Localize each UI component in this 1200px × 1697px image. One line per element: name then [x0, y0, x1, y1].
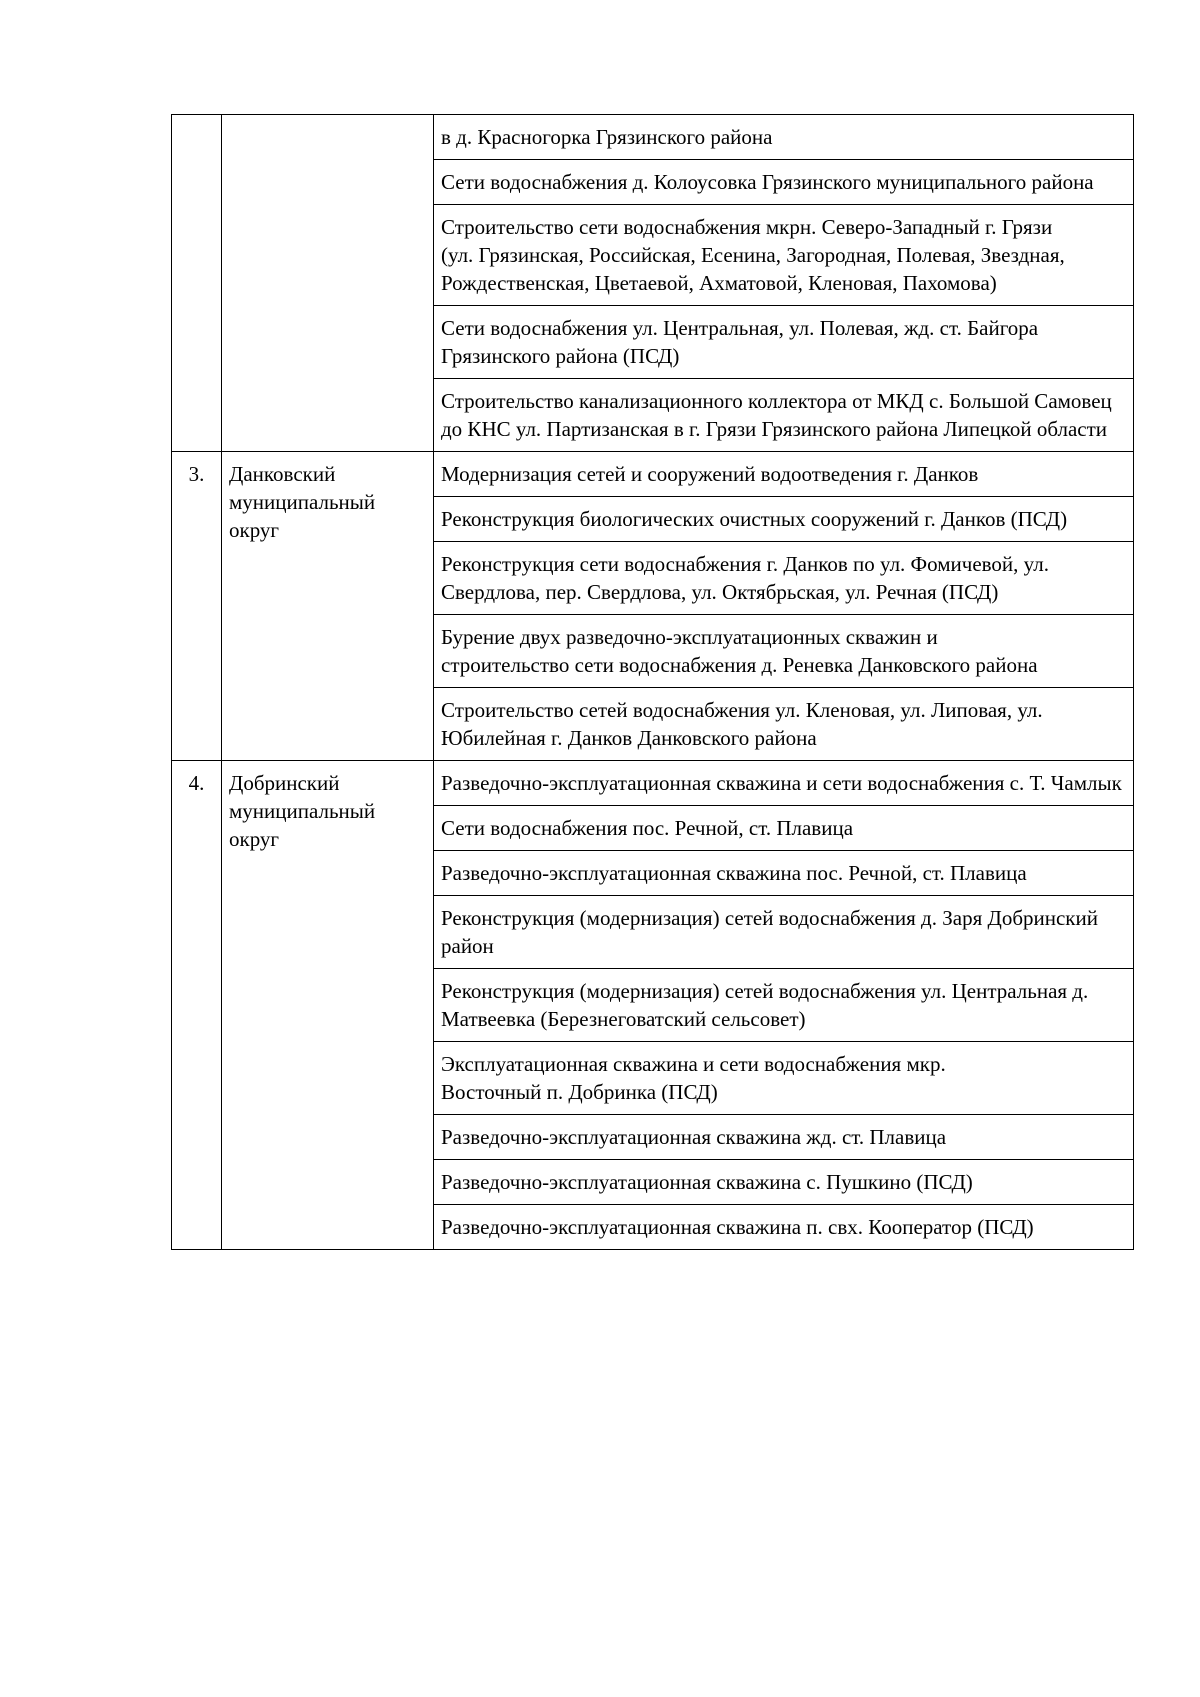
table-row: [172, 452, 1134, 497]
project-text: Разведочно-эксплуатационная скважина жд. ст. Плавица: [441, 1125, 947, 1149]
project-cell: [434, 1042, 1134, 1115]
project-cell: [434, 806, 1134, 851]
table-row: [172, 761, 1134, 806]
project-cell: [434, 761, 1134, 806]
project-text: Сети водоснабжения д. Колоусовка Грязинского муниципального района: [441, 170, 1094, 194]
project-text: Сети водоснабжения ул. Центральная, ул. Полевая, жд. ст. Байгора Грязинского района (ПСД): [441, 316, 1039, 368]
project-text: Реконструкция сети водоснабжения г. Данков по ул. Фомичевой, ул. Свердлова, пер. Свердлова, ул. Октябрьская, ул. Речная (ПСД): [441, 552, 1049, 604]
project-text: Реконструкция (модернизация) сетей водоснабжения ул. Центральная д. Матвеевка (Березнеговатский сельсовет): [441, 979, 1089, 1031]
project-cell: [434, 160, 1134, 205]
project-text: Разведочно-эксплуатационная скважина с. Пушкино (ПСД): [441, 1170, 973, 1194]
project-cell: [434, 851, 1134, 896]
project-cell: [434, 497, 1134, 542]
project-text: Разведочно-эксплуатационная скважина пос. Речной, ст. Плавица: [441, 861, 1027, 885]
project-cell: [434, 1160, 1134, 1205]
project-cell: [434, 688, 1134, 761]
district-cell: Данковский муниципальный округ: [222, 452, 434, 761]
project-cell: [434, 306, 1134, 379]
project-cell: [434, 1115, 1134, 1160]
project-text: Разведочно-эксплуатационная скважина п. свх. Кооператор (ПСД): [441, 1215, 1034, 1239]
project-text: Строительство сетей водоснабжения ул. Кленовая, ул. Липовая, ул. Юбилейная г. Данков Данковского района: [441, 698, 1043, 750]
project-cell: [434, 205, 1134, 306]
project-text: Модернизация сетей и сооружений водоотведения г. Данков: [441, 462, 979, 486]
district-cell: Добринский муниципальный округ: [222, 761, 434, 1250]
table-row: [172, 115, 1134, 160]
project-text: Реконструкция биологических очистных сооружений г. Данков (ПСД): [441, 507, 1068, 531]
row-number-cell: 4.: [172, 761, 222, 1250]
project-cell: [434, 1205, 1134, 1250]
project-cell: [434, 542, 1134, 615]
projects-table: [171, 114, 1134, 1250]
project-text: Эксплуатационная скважина и сети водоснабжения мкр. Восточный п. Добринка (ПСД): [441, 1052, 946, 1104]
project-cell: [434, 896, 1134, 969]
project-cell: [434, 615, 1134, 688]
project-text: в д. Красногорка Грязинского района: [441, 125, 773, 149]
district-cell: [222, 115, 434, 452]
row-number-cell: [172, 115, 222, 452]
project-cell: [434, 115, 1134, 160]
project-text: Реконструкция (модернизация) сетей водоснабжения д. Заря Добринский район: [441, 906, 1098, 958]
project-cell: [434, 379, 1134, 452]
project-cell: [434, 969, 1134, 1042]
project-text: Сети водоснабжения пос. Речной, ст. Плавица: [441, 816, 854, 840]
project-text: Строительство сети водоснабжения мкрн. Северо-Западный г. Грязи (ул. Грязинская, Российская, Есенина, Загородная, Полевая, Звездная, Рождественская, Цветаевой, Ахматовой, Кленовая, Пахомова): [441, 215, 1065, 295]
project-cell: [434, 452, 1134, 497]
project-text: Строительство канализационного коллектора от МКД с. Большой Самовец до КНС ул. Партизанская в г. Грязи Грязинского района Липецкой области: [441, 389, 1112, 441]
project-text: Бурение двух разведочно-эксплуатационных скважин и строительство сети водоснабжения д. Реневка Данковского района: [441, 625, 1038, 677]
row-number-cell: 3.: [172, 452, 222, 761]
project-text: Разведочно-эксплуатационная скважина и сети водоснабжения с. Т. Чамлык: [441, 771, 1122, 795]
